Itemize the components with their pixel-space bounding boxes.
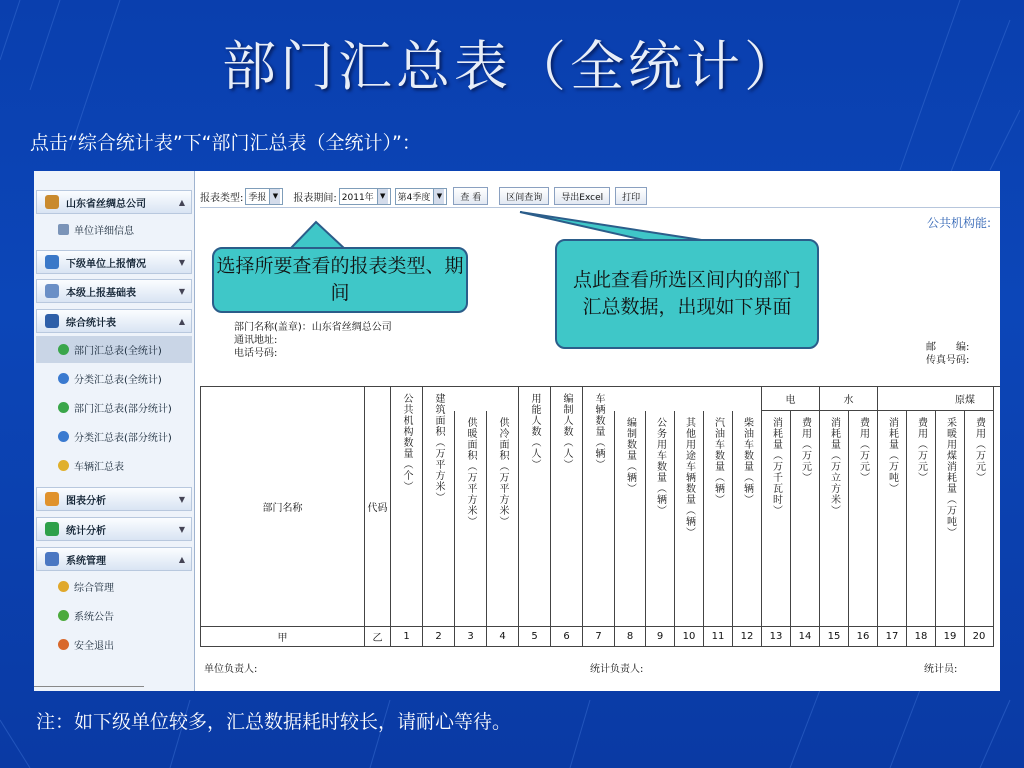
chevron-down-icon: ▼ <box>178 494 185 504</box>
column-header-text: 费用（万元） <box>973 417 985 483</box>
range-query-button[interactable]: 区间查询 <box>499 187 549 205</box>
sidebar-section-label: 图表分析 <box>66 495 106 507</box>
slide-footnote: 注：如下级单位较多，汇总数据耗时较长，请耐心等待。 <box>36 711 512 733</box>
column-header-text: 原煤 <box>955 395 975 406</box>
statistician-label: 统计员: <box>924 664 958 675</box>
sidebar-item-admin[interactable] <box>36 573 192 600</box>
column-code <box>703 627 732 647</box>
sidebar-item-logout[interactable] <box>36 631 192 658</box>
column-header-text: 水 <box>843 395 854 406</box>
sidebar <box>34 171 195 691</box>
column-header-text: 4 <box>499 631 506 642</box>
column-header-text: 乙 <box>372 633 383 644</box>
column-code <box>848 627 877 647</box>
column-header-text: 5 <box>531 631 538 642</box>
column-header <box>614 411 645 627</box>
stats-icon <box>45 522 59 536</box>
chevron-down-icon: ▼ <box>178 524 185 534</box>
column-header <box>732 411 761 627</box>
info-icon <box>58 224 69 235</box>
address-text: 通讯地址: <box>234 335 278 346</box>
fax-text: 传真号码: <box>926 355 970 366</box>
column-code <box>906 627 935 647</box>
chart-icon <box>45 492 59 506</box>
sidebar-item-label: 分类汇总表(全统计) <box>74 375 162 386</box>
toolbar <box>200 185 652 207</box>
chevron-down-icon: ▼ <box>178 257 185 267</box>
column-code <box>550 627 582 647</box>
chart-blue-icon <box>58 431 69 442</box>
sidebar-item-label: 部门汇总表(部分统计) <box>74 404 172 415</box>
report-type-label: 报表类型: <box>200 192 244 204</box>
sidebar-item-class-full[interactable] <box>36 365 192 392</box>
dropdown-arrow-icon: ▼ <box>377 189 388 204</box>
app-screenshot <box>34 171 1000 691</box>
column-header-text: 费用（万元） <box>857 417 869 483</box>
column-header-text: 18 <box>914 631 928 642</box>
column-header <box>790 411 819 627</box>
column-header <box>645 411 674 627</box>
print-button[interactable]: 打印 <box>615 187 647 205</box>
unit-head-label: 单位负责人: <box>204 664 258 675</box>
group-header-coal <box>877 387 993 411</box>
car-icon <box>58 460 69 471</box>
sidebar-section-label: 综合统计表 <box>66 317 116 329</box>
column-code <box>614 627 645 647</box>
column-header <box>935 411 964 627</box>
column-header-text: 汽油车数量（辆） <box>712 417 724 505</box>
column-header-text: 3 <box>467 631 474 642</box>
column-code <box>674 627 703 647</box>
column-header-text: 用能人数（人） <box>529 393 540 470</box>
column-header-text: 13 <box>769 631 783 642</box>
column-code <box>819 627 848 647</box>
column-header-text: 供冷面积（万平方米） <box>497 417 508 527</box>
column-header <box>964 411 993 627</box>
dropdown-arrow-icon: ▼ <box>269 189 280 204</box>
sidebar-section-label: 本级上报基础表 <box>66 287 136 299</box>
edit-icon <box>45 314 59 328</box>
period-label: 报表期间: <box>293 192 337 204</box>
chevron-up-icon: ▲ <box>178 197 185 207</box>
column-header <box>674 411 703 627</box>
slide-title: 部门汇总表（全统计） <box>222 35 802 98</box>
column-header-text: 费用（万元） <box>915 417 927 483</box>
sidebar-section-label: 山东省丝绸总公司 <box>66 198 146 210</box>
column-header-text: 电 <box>785 395 796 406</box>
report-type-value: 季报 <box>248 192 267 203</box>
column-code <box>486 627 518 647</box>
column-header <box>422 387 454 627</box>
sidebar-item-unit-info[interactable] <box>36 216 192 243</box>
column-header-text: 建筑面积（万平方米） <box>433 393 444 503</box>
sidebar-item-label: 车辆汇总表 <box>74 462 124 473</box>
column-header-text: 甲 <box>277 633 288 644</box>
stat-head-label: 统计负责人: <box>590 664 644 675</box>
view-button[interactable]: 查 看 <box>453 187 488 205</box>
gear-icon <box>45 195 59 209</box>
column-header-text: 公共机构数量（个） <box>401 393 412 492</box>
report-footer <box>200 657 1000 677</box>
column-header <box>550 387 582 627</box>
column-header-text: 消耗量（万立方米） <box>828 417 840 516</box>
column-header <box>454 411 486 627</box>
summary-table <box>200 386 1000 656</box>
quarter-value: 第4季度 <box>397 192 431 203</box>
column-code <box>877 627 906 647</box>
toolbar-divider <box>200 207 1000 208</box>
column-header-text: 2 <box>435 631 442 642</box>
quarter-select[interactable] <box>395 188 448 205</box>
notice-icon <box>58 610 69 621</box>
table-right-border <box>993 387 994 647</box>
column-code <box>964 627 993 647</box>
sidebar-item-label: 安全退出 <box>74 641 114 652</box>
search-icon <box>45 255 59 269</box>
column-header-text: 公务用车数量（辆） <box>654 417 666 516</box>
chevron-down-icon: ▼ <box>178 286 185 296</box>
column-header-text: 编制人数（人） <box>561 393 572 470</box>
column-header <box>819 411 848 627</box>
column-code <box>790 627 819 647</box>
column-header-text: 费用（万元） <box>799 417 811 483</box>
group-header-electric <box>761 387 819 411</box>
year-value: 2011年 <box>341 192 374 203</box>
exit-icon <box>58 639 69 650</box>
column-code <box>422 627 454 647</box>
column-code <box>582 627 614 647</box>
sidebar-section-label: 系统管理 <box>66 555 106 567</box>
column-header-text: 车辆数量（辆） <box>593 393 604 470</box>
column-header-text: 柴油车数量（辆） <box>741 417 753 505</box>
sidebar-section-system[interactable] <box>36 547 192 571</box>
sidebar-item-dept-full[interactable] <box>36 336 192 363</box>
column-header-text: 编制数量（辆） <box>624 417 636 494</box>
column-code <box>761 627 790 647</box>
sidebar-item-label: 单位详细信息 <box>74 226 134 237</box>
callout-left: 选择所要查看的报表类型、期间 <box>212 247 468 313</box>
chart-green-icon <box>58 402 69 413</box>
sidebar-section-charts[interactable] <box>36 487 192 511</box>
sidebar-item-label: 综合管理 <box>74 583 114 594</box>
column-header-text: 11 <box>711 631 725 642</box>
column-header-text: 16 <box>856 631 870 642</box>
sidebar-scrollbar[interactable] <box>34 686 144 691</box>
column-header-text: 采暖用煤消耗量（万吨） <box>944 417 956 538</box>
column-header-text: 17 <box>885 631 899 642</box>
column-header-text: 8 <box>626 631 634 642</box>
settings-icon <box>45 552 59 566</box>
sidebar-section-stats[interactable] <box>36 309 192 333</box>
column-header-text: 15 <box>827 631 841 642</box>
form-icon <box>45 284 59 298</box>
column-header <box>848 411 877 627</box>
column-header <box>518 387 550 627</box>
column-code <box>732 627 761 647</box>
column-header-text: 7 <box>595 631 602 642</box>
callout-right: 点此查看所选区间内的部门汇总数据，出现如下界面 <box>555 239 819 349</box>
column-header <box>906 411 935 627</box>
column-header <box>761 411 790 627</box>
sidebar-item-label: 系统公告 <box>74 612 114 623</box>
column-header-text: 20 <box>972 631 986 642</box>
column-code <box>518 627 550 647</box>
column-header <box>364 387 390 627</box>
column-header-text: 供暖面积（万平方米） <box>465 417 476 527</box>
column-header <box>877 411 906 627</box>
column-header-text: 消耗量（万千瓦时） <box>770 417 782 516</box>
column-header-text: 12 <box>740 631 754 642</box>
column-header <box>582 387 614 627</box>
year-select[interactable] <box>339 188 391 205</box>
column-code <box>454 627 486 647</box>
chart-blue-icon <box>58 373 69 384</box>
column-header-text: 部门名称 <box>262 503 303 514</box>
export-excel-button[interactable]: 导出Excel <box>554 187 610 205</box>
report-heading: 公共机构能: <box>927 216 992 230</box>
sidebar-section-label: 统计分析 <box>66 525 106 537</box>
sidebar-section-label: 下级单位上报情况 <box>66 258 146 270</box>
sidebar-item-vehicle[interactable] <box>36 452 192 479</box>
column-header-text: 9 <box>656 631 664 642</box>
report-type-select[interactable] <box>245 188 283 205</box>
column-code <box>645 627 674 647</box>
key-icon <box>58 581 69 592</box>
column-code <box>935 627 964 647</box>
column-code <box>364 627 390 647</box>
column-header-text: 14 <box>798 631 812 642</box>
chevron-up-icon: ▲ <box>178 316 185 326</box>
postcode-text: 邮 编: <box>926 342 970 353</box>
sidebar-section-analysis[interactable] <box>36 517 192 541</box>
column-header-text: 消耗量（万吨） <box>886 417 898 494</box>
sidebar-item-label: 部门汇总表(全统计) <box>74 346 162 357</box>
chart-green-icon <box>58 344 69 355</box>
report-info-left <box>234 321 392 360</box>
column-header <box>486 411 518 627</box>
sidebar-item-dept-part[interactable] <box>36 394 192 421</box>
column-header-text: 10 <box>682 631 696 642</box>
column-header-text: 19 <box>943 631 957 642</box>
column-header <box>200 387 364 627</box>
group-header-water <box>819 387 877 411</box>
sidebar-item-notice[interactable] <box>36 602 192 629</box>
sidebar-item-class-part[interactable] <box>36 423 192 450</box>
sidebar-section-basic[interactable] <box>36 279 192 303</box>
column-code <box>390 627 422 647</box>
column-header-text: 代码 <box>367 503 388 514</box>
column-header <box>703 411 732 627</box>
chevron-up-icon: ▲ <box>178 554 185 564</box>
slide-subtitle: 点击“综合统计表”下“部门汇总表（全统计）”： <box>30 132 421 154</box>
column-header-text: 其他用途车辆数量（辆） <box>683 417 695 538</box>
dropdown-arrow-icon: ▼ <box>433 189 444 204</box>
column-header-text: 1 <box>403 631 410 642</box>
dept-name-text: 部门名称(盖章)：山东省丝绸总公司 <box>234 322 392 333</box>
column-code <box>200 627 364 647</box>
column-header <box>390 387 422 627</box>
sidebar-section-company[interactable] <box>36 190 192 214</box>
column-header-text: 6 <box>563 631 570 642</box>
phone-text: 电话号码: <box>234 348 278 359</box>
sidebar-item-label: 分类汇总表(部分统计) <box>74 433 172 444</box>
sidebar-section-reports[interactable] <box>36 250 192 274</box>
report-info-right <box>926 341 969 367</box>
